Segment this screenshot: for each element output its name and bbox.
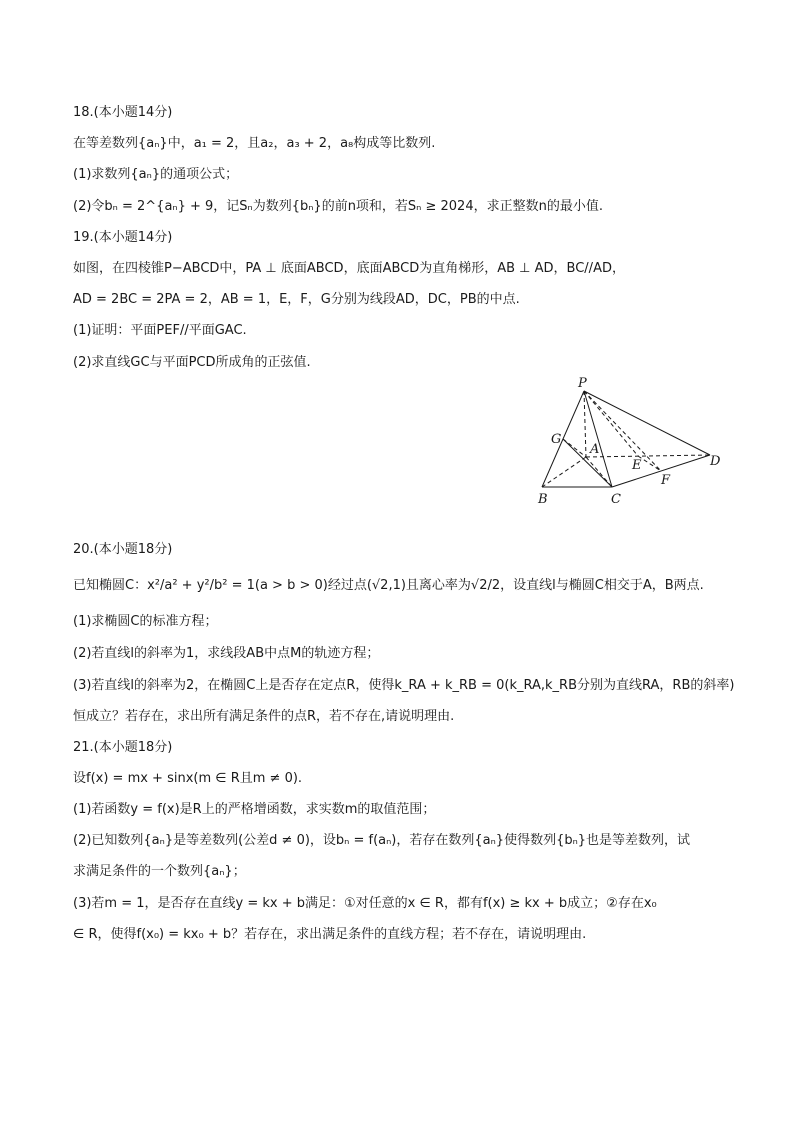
q19-part1: (1)证明：平面PEF//平面GAC. [73, 323, 247, 338]
q21-part3-line2: ∈ R，使得f(x₀) = kx₀ + b？若存在，求出满足条件的直线方程；若不存在，请说明理由. [73, 927, 587, 942]
label-P: P [578, 376, 587, 391]
q18-header: 18.(本小题14分) [73, 105, 173, 120]
label-E: E [632, 458, 642, 473]
q21-stem: 设f(x) = mx + sinx(m ∈ R且m ≠ 0). [73, 771, 303, 786]
q21-part2-line2: 求满足条件的一个数列{aₙ}； [73, 864, 246, 879]
label-C: C [611, 492, 621, 507]
q21-part3-line1: (3)若m = 1，是否存在直线y = kx + b满足：①对任意的x ∈ R，都有f(x) ≥ kx + b成立；②存在x₀ [73, 896, 657, 911]
q21-part2-line1: (2)已知数列{aₙ}是等差数列(公差d ≠ 0)，设bₙ = f(aₙ)，若存在数列{aₙ}使得数列{bₙ}也是等差数列，试 [73, 833, 691, 848]
q19-stem-line2: AD = 2BC = 2PA = 2，AB = 1，E，F，G分别为线段AD，DC，PB的中点. [73, 292, 520, 307]
q19-header: 19.(本小题14分) [73, 230, 173, 245]
q19-part2: (2)求直线GC与平面PCD所成角的正弦值. [73, 355, 311, 370]
q20-part3-line2: 恒成立？若存在，求出所有满足条件的点R，若不存在,请说明理由. [73, 709, 455, 724]
q20-part3-line1: (3)若直线l的斜率为2，在椭圆C上是否存在定点R，使得k_RA + k_RB = 0(k_RA,k_RB分别为直线RA，RB的斜率) [73, 678, 735, 693]
label-B: B [538, 492, 548, 507]
q20-part2: (2)若直线l的斜率为1，求线段AB中点M的轨迹方程； [73, 646, 380, 661]
q18-part2: (2)令bₙ = 2^{aₙ} + 9，记Sₙ为数列{bₙ}的前n项和，若Sₙ ≥ 2024，求正整数n的最小值. [73, 199, 603, 214]
label-F: F [661, 473, 671, 488]
pyramid-figure [520, 373, 730, 513]
q18-stem: 在等差数列{aₙ}中，a₁ = 2，且a₂，a₃ + 2，a₈构成等比数列. [73, 136, 436, 151]
q20-part1: (1)求椭圆C的标准方程； [73, 614, 218, 629]
q21-header: 21.(本小题18分) [73, 740, 173, 755]
label-G: G [551, 432, 562, 447]
q19-stem-line1: 如图，在四棱锥P−ABCD中，PA ⊥ 底面ABCD，底面ABCD为直角梯形，AB ⊥ AD，BC//AD， [73, 261, 625, 276]
label-A: A [590, 442, 600, 457]
q21-part1: (1)若函数y = f(x)是R上的严格增函数，求实数m的取值范围； [73, 802, 436, 817]
label-D: D [710, 454, 721, 469]
q18-part1: (1)求数列{aₙ}的通项公式； [73, 167, 239, 182]
q20-header: 20.(本小题18分) [73, 542, 173, 557]
q20-stem: 已知椭圆C：x²/a² + y²/b² = 1(a > b > 0)经过点(√2,1)且离心率为√2/2，设直线l与椭圆C相交于A，B两点. [73, 578, 704, 593]
